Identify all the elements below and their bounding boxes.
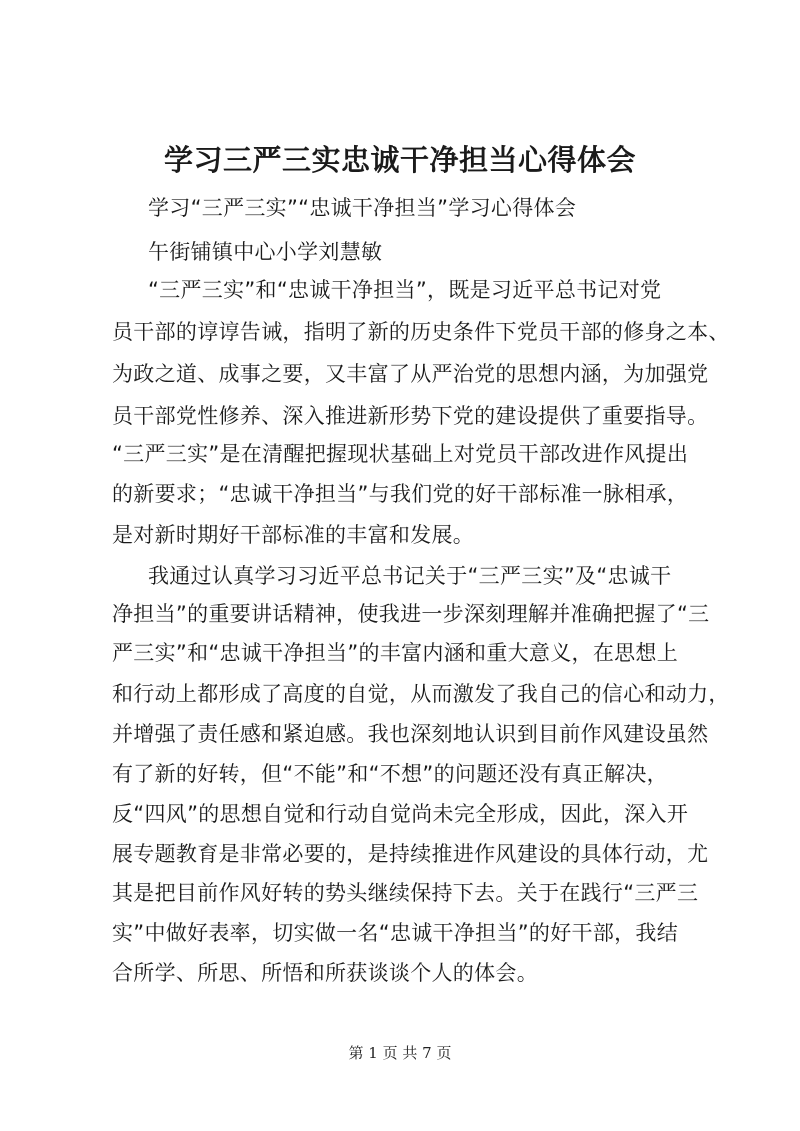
paragraph-1-line-4: 员干部党性修养、深入推进新形势下党的建设提供了重要指导。 — [112, 404, 709, 428]
paragraph-1-line-6: 的新要求；“忠诚干净担当”与我们党的好干部标准一脉相承， — [112, 482, 689, 506]
paragraph-1-line-7: 是对新时期好干部标准的丰富和发展。 — [112, 523, 475, 547]
paragraph-2-line-3: 严三实”和“忠诚干净担当”的丰富内涵和重大意义，在思想上 — [112, 641, 679, 665]
paragraph-2-line-9: 其是把目前作风好转的势头继续保持下去。关于在践行“三严三 — [112, 881, 699, 905]
paragraph-2-line-5: 并增强了责任感和紧迫感。我也深刻地认识到目前作风建设虽然 — [112, 722, 709, 746]
document-title: 学习三严三实忠诚干净担当心得体会 — [163, 143, 636, 177]
paragraph-1-line-5: “三严三实”是在清醒把握现状基础上对党员干部改进作风提出 — [112, 442, 689, 466]
paragraph-1-line-1: “三严三实”和“忠诚干净担当”，既是习近平总书记对党 — [148, 278, 662, 302]
paragraph-2-line-7: 反“四风”的思想自觉和行动自觉尚未完全形成，因此，深入开 — [112, 802, 689, 826]
paragraph-2-line-2: 净担当”的重要讲话精神，使我进一步深刻理解并准确把握了“三 — [112, 602, 710, 626]
page-footer: 第 1 页 共 7 页 — [348, 1044, 452, 1062]
paragraph-2-line-10: 实”中做好表率，切实做一名“忠诚干净担当”的好干部，我结 — [112, 921, 679, 945]
paragraph-2-line-11: 合所学、所思、所悟和所获谈谈个人的体会。 — [112, 961, 538, 985]
paragraph-2-line-8: 展专题教育是非常必要的，是持续推进作风建设的具体行动，尤 — [112, 842, 709, 866]
paragraph-1-line-3: 为政之道、成事之要，又丰富了从严治党的思想内涵，为加强党 — [112, 362, 709, 386]
document-subtitle: 学习“三严三实”“忠诚干净担当”学习心得体会 — [148, 196, 577, 220]
paragraph-2-line-6: 有了新的好转，但“不能”和“不想”的问题还没有真正解决， — [112, 762, 668, 786]
paragraph-2-line-1: 我通过认真学习习近平总书记关于“三严三实”及“忠诚干 — [148, 564, 672, 588]
author-line: 午街铺镇中心小学刘慧敏 — [148, 240, 383, 264]
paragraph-2-line-4: 和行动上都形成了高度的自觉，从而激发了我自己的信心和动力， — [112, 682, 730, 706]
paragraph-1-line-2: 员干部的谆谆告诫，指明了新的历史条件下党员干部的修身之本、 — [112, 320, 730, 344]
